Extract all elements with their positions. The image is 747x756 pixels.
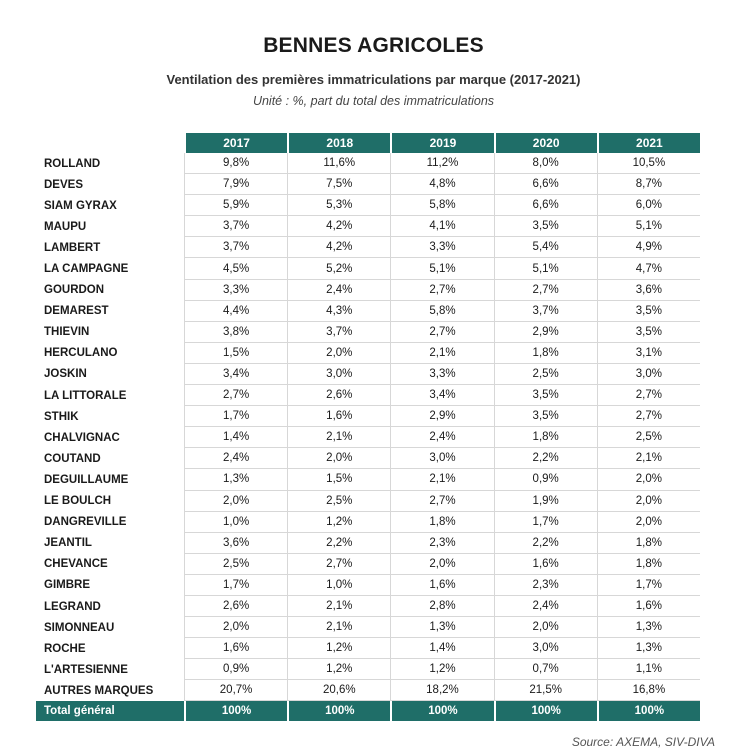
brand-label: LE BOULCH [44,495,112,508]
brand-label: DANGREVILLE [44,516,127,529]
value-cell: 6,0% [597,195,700,216]
value-cell: 2,2% [287,533,390,554]
value-cell: 2,1% [390,469,493,490]
table-row [36,406,700,427]
value-cell: 3,3% [390,364,493,385]
value-cell: 5,9% [184,195,287,216]
value-cell: 11,6% [287,153,390,174]
table-row [36,533,700,554]
brand-label: JEANTIL [44,537,92,550]
total-cell: 100% [494,701,597,721]
value-cell: 2,9% [390,406,493,427]
value-cell: 1,8% [494,343,597,364]
value-cell: 2,3% [390,533,493,554]
value-cell: 2,0% [287,343,390,364]
value-cell: 3,0% [287,364,390,385]
value-cell: 3,7% [184,216,287,237]
value-cell: 4,9% [597,237,700,258]
value-cell: 2,7% [494,280,597,301]
chart-subtitle: Ventilation des premières immatriculations par marque (2017-2021) [166,72,581,87]
table-row [36,469,700,490]
table-row [36,554,700,575]
total-cell: 100% [287,701,390,721]
value-cell: 2,1% [287,617,390,638]
value-cell: 3,5% [597,301,700,322]
value-cell: 2,1% [287,427,390,448]
value-cell: 3,5% [494,385,597,406]
value-cell: 3,3% [390,237,493,258]
value-cell: 6,6% [494,174,597,195]
value-cell: 2,9% [494,322,597,343]
value-cell: 2,0% [597,512,700,533]
source-note: Source: AXEMA, SIV-DIVA [571,735,715,749]
value-cell: 1,7% [597,575,700,596]
header-blank [36,133,184,153]
header-year: 2017 [184,133,287,153]
brand-label: AUTRES MARQUES [44,684,154,697]
registrations-table [36,133,700,721]
value-cell: 5,1% [597,216,700,237]
value-cell: 2,0% [184,617,287,638]
brand-label: CHEVANCE [44,558,108,571]
value-cell: 1,8% [597,533,700,554]
value-cell: 3,4% [184,364,287,385]
value-cell: 3,3% [184,280,287,301]
value-cell: 4,2% [287,216,390,237]
chart-title: BENNES AGRICOLES [263,34,484,57]
value-cell: 1,6% [390,575,493,596]
value-cell: 1,7% [184,575,287,596]
value-cell: 2,7% [390,280,493,301]
value-cell: 2,0% [390,554,493,575]
value-cell: 2,0% [287,448,390,469]
value-cell: 2,0% [494,617,597,638]
value-cell: 11,2% [390,153,493,174]
table-row [36,216,700,237]
table-row [36,680,700,701]
brand-label: JOSKIN [44,368,87,381]
value-cell: 1,2% [287,512,390,533]
value-cell: 1,9% [494,491,597,512]
table-row [36,174,700,195]
value-cell: 3,5% [494,216,597,237]
value-cell: 10,5% [597,153,700,174]
value-cell: 5,4% [494,237,597,258]
value-cell: 20,7% [184,680,287,701]
value-cell: 2,1% [287,596,390,617]
value-cell: 0,9% [494,469,597,490]
value-cell: 1,6% [494,554,597,575]
value-cell: 8,0% [494,153,597,174]
value-cell: 3,6% [184,533,287,554]
value-cell: 3,4% [390,385,493,406]
value-cell: 2,0% [597,469,700,490]
value-cell: 3,7% [287,322,390,343]
table-row [36,617,700,638]
total-cell: 100% [184,701,287,721]
value-cell: 2,5% [597,427,700,448]
value-cell: 7,5% [287,174,390,195]
value-cell: 1,2% [287,638,390,659]
brand-label: THIEVIN [44,326,90,339]
brand-label: COUTAND [44,452,101,465]
value-cell: 2,4% [494,596,597,617]
table-row [36,385,700,406]
brand-label: ROLLAND [44,157,101,170]
value-cell: 4,2% [287,237,390,258]
value-cell: 2,4% [184,448,287,469]
value-cell: 2,3% [494,575,597,596]
value-cell: 2,7% [597,385,700,406]
value-cell: 1,3% [390,617,493,638]
value-cell: 3,6% [597,280,700,301]
value-cell: 2,7% [390,322,493,343]
table-row [36,195,700,216]
value-cell: 4,7% [597,258,700,279]
value-cell: 4,1% [390,216,493,237]
table-row [36,322,700,343]
value-cell: 2,7% [390,491,493,512]
brand-label: GOURDON [44,284,105,297]
brand-label: DEMAREST [44,305,109,318]
value-cell: 7,9% [184,174,287,195]
value-cell: 3,8% [184,322,287,343]
table-row [36,491,700,512]
value-cell: 2,1% [597,448,700,469]
brand-label: GIMBRE [44,579,90,592]
value-cell: 1,8% [390,512,493,533]
value-cell: 2,7% [287,554,390,575]
value-cell: 2,2% [494,533,597,554]
brand-label: HERCULANO [44,347,118,360]
value-cell: 1,5% [287,469,390,490]
table-row [36,575,700,596]
value-cell: 1,6% [184,638,287,659]
value-cell: 1,6% [597,596,700,617]
value-cell: 1,6% [287,406,390,427]
value-cell: 2,0% [597,491,700,512]
table-body [36,153,700,721]
header-row [36,133,700,153]
value-cell: 4,4% [184,301,287,322]
brand-label: DEVES [44,178,83,191]
value-cell: 3,1% [597,343,700,364]
value-cell: 4,5% [184,258,287,279]
value-cell: 6,6% [494,195,597,216]
value-cell: 1,7% [184,406,287,427]
table-row [36,512,700,533]
brand-label: ROCHE [44,642,86,655]
value-cell: 21,5% [494,680,597,701]
value-cell: 2,6% [287,385,390,406]
header-year: 2018 [287,133,390,153]
table-row [36,258,700,279]
table-row [36,301,700,322]
value-cell: 4,8% [390,174,493,195]
brand-label: STHIK [44,410,79,423]
value-cell: 1,7% [494,512,597,533]
value-cell: 5,8% [390,195,493,216]
table-row [36,280,700,301]
value-cell: 3,7% [184,237,287,258]
value-cell: 3,0% [390,448,493,469]
table-row [36,659,700,680]
value-cell: 8,7% [597,174,700,195]
value-cell: 1,3% [597,638,700,659]
value-cell: 3,5% [494,406,597,427]
brand-label: CHALVIGNAC [44,431,120,444]
table-row [36,237,700,258]
table-row [36,153,700,174]
value-cell: 18,2% [390,680,493,701]
unit-note: Unité : %, part du total des immatriculations [252,94,495,108]
value-cell: 1,3% [184,469,287,490]
value-cell: 9,8% [184,153,287,174]
value-cell: 3,7% [494,301,597,322]
value-cell: 1,0% [184,512,287,533]
value-cell: 2,7% [597,406,700,427]
value-cell: 2,5% [494,364,597,385]
brand-label: MAUPU [44,220,87,233]
table-row [36,638,700,659]
value-cell: 2,4% [390,427,493,448]
value-cell: 1,3% [597,617,700,638]
value-cell: 2,4% [287,280,390,301]
value-cell: 2,8% [390,596,493,617]
table-row [36,364,700,385]
value-cell: 1,4% [390,638,493,659]
total-cell: 100% [390,701,493,721]
value-cell: 2,6% [184,596,287,617]
brand-label: LA LITTORALE [44,389,127,402]
value-cell: 1,4% [184,427,287,448]
table-row [36,343,700,364]
value-cell: 2,1% [390,343,493,364]
header-year: 2020 [494,133,597,153]
value-cell: 5,2% [287,258,390,279]
value-cell: 0,7% [494,659,597,680]
table-row [36,596,700,617]
value-cell: 1,2% [287,659,390,680]
table-row [36,448,700,469]
value-cell: 16,8% [597,680,700,701]
brand-label: L'ARTESIENNE [44,663,128,676]
value-cell: 1,1% [597,659,700,680]
value-cell: 1,0% [287,575,390,596]
header-year: 2021 [597,133,700,153]
brand-label: DEGUILLAUME [44,473,129,486]
value-cell: 1,8% [597,554,700,575]
value-cell: 3,0% [494,638,597,659]
value-cell: 0,9% [184,659,287,680]
value-cell: 2,2% [494,448,597,469]
table-row [36,427,700,448]
total-label: Total général [36,701,184,721]
brand-label: LA CAMPAGNE [44,263,129,276]
value-cell: 2,7% [184,385,287,406]
value-cell: 3,5% [597,322,700,343]
total-cell: 100% [597,701,700,721]
value-cell: 2,5% [184,554,287,575]
brand-label: LEGRAND [44,600,101,613]
value-cell: 4,3% [287,301,390,322]
value-cell: 1,2% [390,659,493,680]
value-cell: 1,8% [494,427,597,448]
header-year: 2019 [390,133,493,153]
brand-label: SIMONNEAU [44,621,115,634]
value-cell: 5,1% [494,258,597,279]
total-row [36,701,700,721]
value-cell: 5,3% [287,195,390,216]
value-cell: 5,8% [390,301,493,322]
value-cell: 2,0% [184,491,287,512]
brand-label: LAMBERT [44,241,101,254]
value-cell: 2,5% [287,491,390,512]
brand-label: SIAM GYRAX [44,199,117,212]
value-cell: 20,6% [287,680,390,701]
value-cell: 1,5% [184,343,287,364]
value-cell: 3,0% [597,364,700,385]
value-cell: 5,1% [390,258,493,279]
